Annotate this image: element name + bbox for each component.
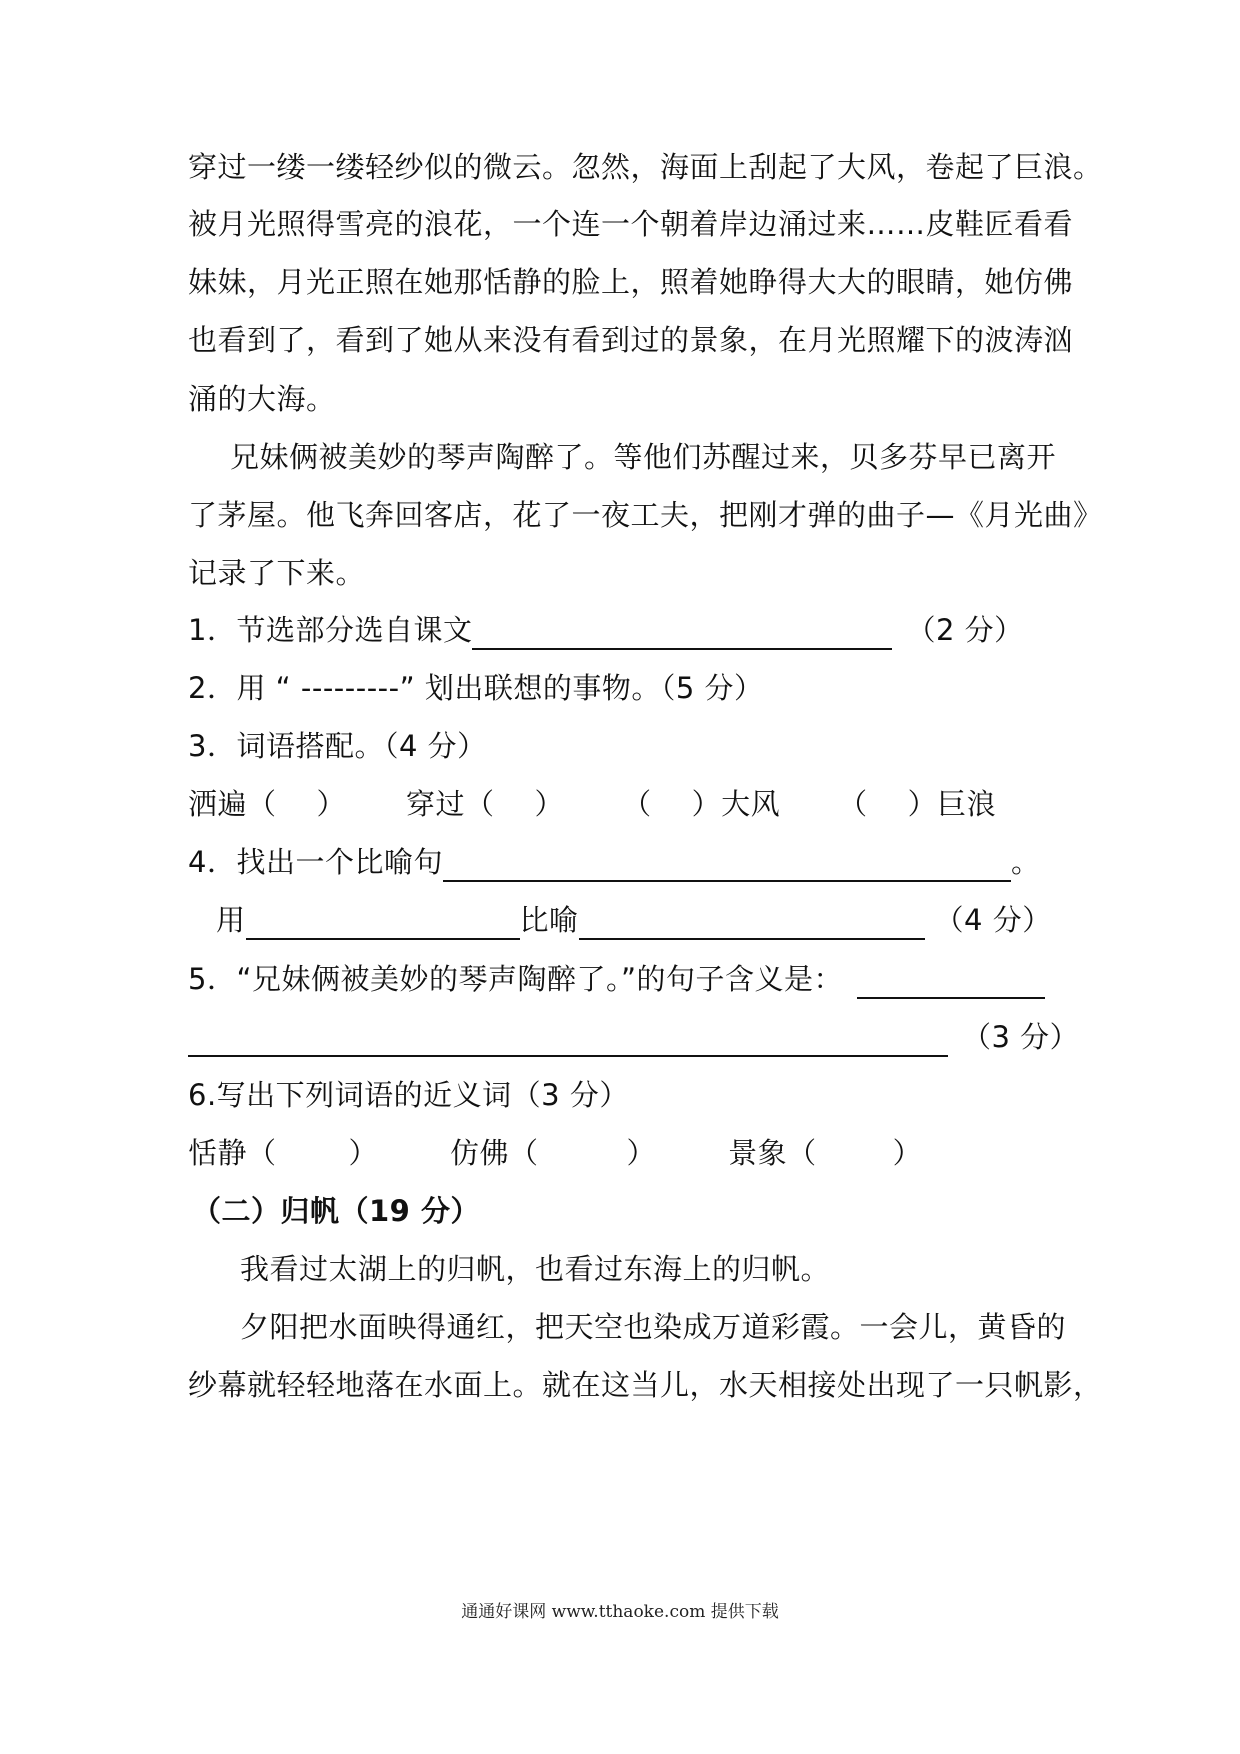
word-item: ）巨浪: [907, 787, 997, 821]
word-item: ）大风: [691, 787, 781, 821]
answer-blank[interactable]: [579, 904, 925, 940]
passage-line: 纱幕就轻轻地落在水面上。就在这当儿，水天相接处出现了一只帆影，: [188, 1368, 1103, 1402]
question-4-detail: [216, 900, 1088, 940]
passage-line: 兄妹俩被美妙的琴声陶醉了。等他们苏醒过来，贝多芬早已离开: [230, 440, 1057, 474]
passage-line: 我看过太湖上的归帆，也看过东海上的归帆。: [240, 1252, 831, 1286]
word-item: ）: [534, 787, 565, 821]
word-item: 穿过（: [406, 787, 495, 821]
word-item: ）: [892, 1136, 923, 1170]
answer-blank[interactable]: [246, 904, 520, 940]
question-4-end: 。: [1010, 845, 1041, 879]
answer-blank[interactable]: [443, 846, 1011, 882]
answer-blank[interactable]: [188, 1021, 948, 1057]
passage-line: 妹妹，月光正照在她那恬静的脸上，照着她睁得大大的眼睛，她仿佛: [188, 265, 1074, 299]
passage-line: 穿过一缕一缕轻纱似的微云。忽然，海面上刮起了大风，卷起了巨浪。: [188, 150, 1103, 184]
word-item: 景象（: [728, 1136, 817, 1170]
word-item: （: [622, 787, 652, 821]
passage-line: 也看到了，看到了她从来没有看到过的景象，在月光照耀下的波涛汹: [188, 323, 1074, 357]
question-4-text: 4．找出一个比喻句: [188, 845, 443, 879]
question-6: 6.写出下列词语的近义词（3 分）: [188, 1078, 629, 1112]
question-5-score: （3 分）: [962, 1020, 1080, 1054]
word-item: ）: [626, 1136, 657, 1170]
word-item: ）: [348, 1136, 379, 1170]
word-item: （: [838, 787, 868, 821]
footer: 通通好课网 www.tthaoke.com 提供下载: [461, 1602, 779, 1622]
question-3: 3．词语搭配。（4 分）: [188, 729, 487, 763]
word-item: 仿佛（: [450, 1136, 539, 1170]
question-5-text: 5．“兄妹俩被美妙的琴声陶醉了。”的句子含义是：: [188, 962, 843, 996]
question-5: [188, 959, 1060, 999]
question-2: 2．用 “ ---------” 划出联想的事物。（5 分）: [188, 671, 764, 705]
question-6-items: [188, 1133, 1060, 1173]
answer-blank[interactable]: [472, 614, 892, 650]
passage-line: 记录了下来。: [188, 556, 366, 590]
question-1-text: 1．节选部分选自课文: [188, 613, 473, 647]
question-4-score: （4 分）: [934, 903, 1052, 937]
question-5-continued: [188, 1017, 1080, 1057]
passage-line: 被月光照得雪亮的浪花，一个连一个朝着岸边涌过来……皮鞋匠看看: [188, 207, 1074, 241]
metaphor-label: 比喻: [519, 903, 579, 937]
passage-line: 了茅屋。他飞奔回客店，花了一夜工夫，把刚才弹的曲子—《月光曲》: [188, 498, 1103, 532]
passage-line: 夕阳把水面映得通红，把天空也染成万道彩霞。一会儿，黄昏的: [240, 1310, 1067, 1344]
question-1-score: （2 分）: [906, 613, 1024, 647]
question-4: [188, 842, 1060, 882]
word-item: 恬静（: [188, 1136, 277, 1170]
section-heading: （二）归帆（19 分）: [192, 1194, 480, 1228]
passage-line: 涌的大海。: [188, 382, 336, 416]
question-1: [188, 610, 1060, 650]
use-label: 用: [216, 903, 246, 937]
word-item: 洒遍（: [188, 787, 277, 821]
question-3-items: [188, 784, 1060, 824]
word-item: ）: [316, 787, 347, 821]
answer-blank[interactable]: [857, 963, 1045, 999]
